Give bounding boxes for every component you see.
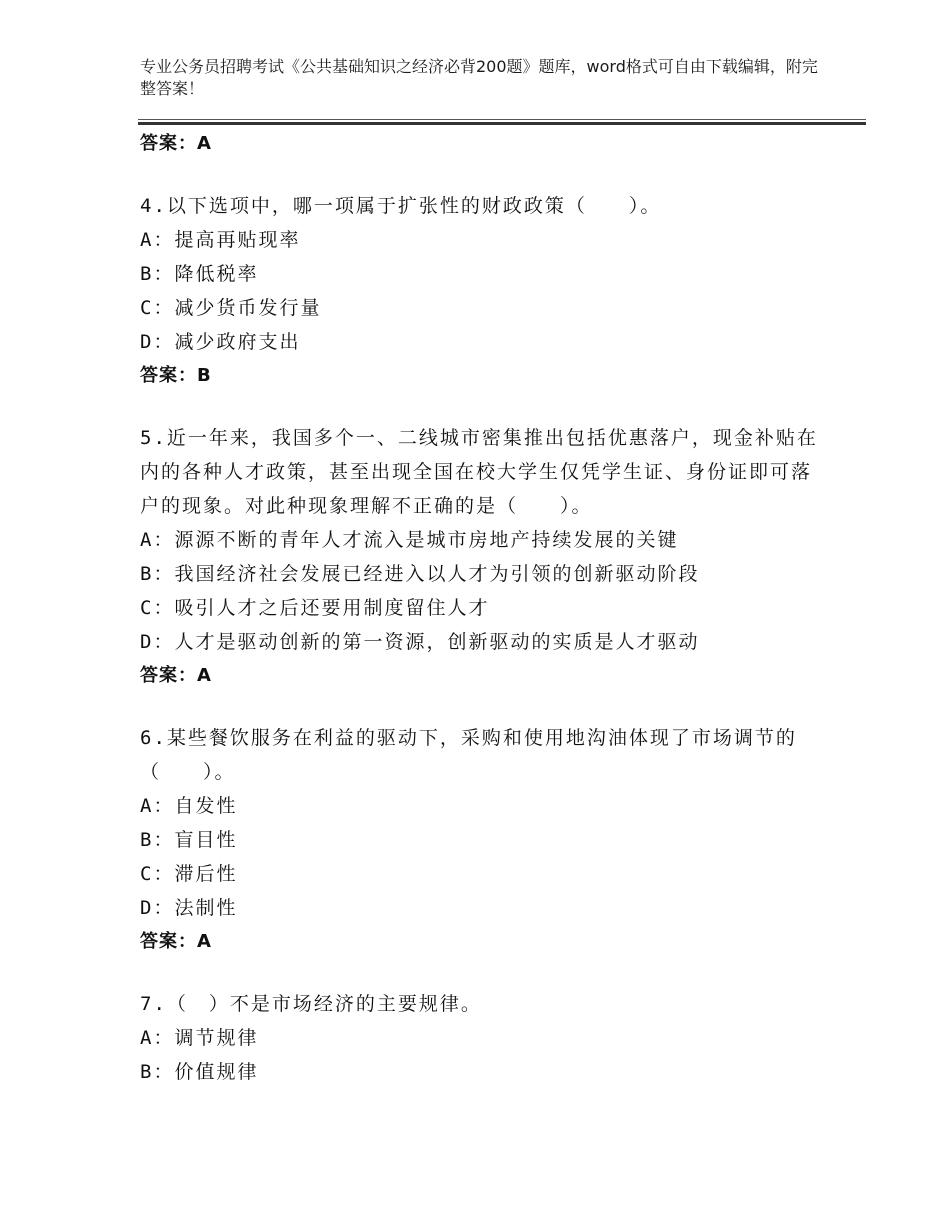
answer-line: 答案：A: [140, 665, 212, 686]
option-a: A：自发性: [140, 795, 238, 817]
question-stem: 7.（ ）不是市场经济的主要规律。: [140, 993, 482, 1015]
option-b: B：我国经济社会发展已经进入以人才为引领的创新驱动阶段: [140, 563, 700, 585]
question-stem: 5.近一年来，我国多个一、二线城市密集推出包括优惠落户，现金补贴在内的各种人才政策，甚至出现全国在校大学生仅凭学生证、身份证即可落户的现象。对此种现象理解不正确的是（ ）。: [140, 427, 818, 517]
question-stem: 6.某些餐饮服务在利益的驱动下，采购和使用地沟油体现了市场调节的（ ）。: [140, 727, 797, 783]
answer-line: 答案：A: [140, 931, 212, 952]
option-c: C：减少货币发行量: [140, 297, 322, 319]
option-d: D：法制性: [140, 897, 238, 919]
document-header: 专业公务员招聘考试《公共基础知识之经济必背200题》题库，word格式可自由下载编辑，附完整答案！: [140, 57, 818, 98]
divider-thick-line: [138, 122, 866, 125]
question-5: [140, 421, 820, 693]
option-b: B：价值规律: [140, 1061, 259, 1083]
question-4: [140, 189, 820, 393]
question-6: [140, 721, 820, 959]
option-a: A：调节规律: [140, 1027, 259, 1049]
header-divider: [138, 119, 866, 126]
option-a: A：源源不断的青年人才流入是城市房地产持续发展的关键: [140, 529, 679, 551]
option-d: D：减少政府支出: [140, 331, 301, 353]
divider-thin-line: [138, 119, 866, 120]
option-a: A：提高再贴现率: [140, 229, 301, 251]
option-d: D：人才是驱动创新的第一资源，创新驱动的实质是人才驱动: [140, 631, 700, 653]
question-list: [140, 127, 820, 1089]
answer-line: 答案：B: [140, 365, 212, 386]
previous-answer: 答案：A: [140, 133, 212, 154]
option-b: B：盲目性: [140, 829, 238, 851]
question-7: [140, 987, 820, 1089]
option-c: C：滞后性: [140, 863, 238, 885]
option-b: B：降低税率: [140, 263, 259, 285]
option-c: C：吸引人才之后还要用制度留住人才: [140, 597, 490, 619]
question-stem: 4.以下选项中，哪一项属于扩张性的财政政策（ ）。: [140, 195, 662, 217]
